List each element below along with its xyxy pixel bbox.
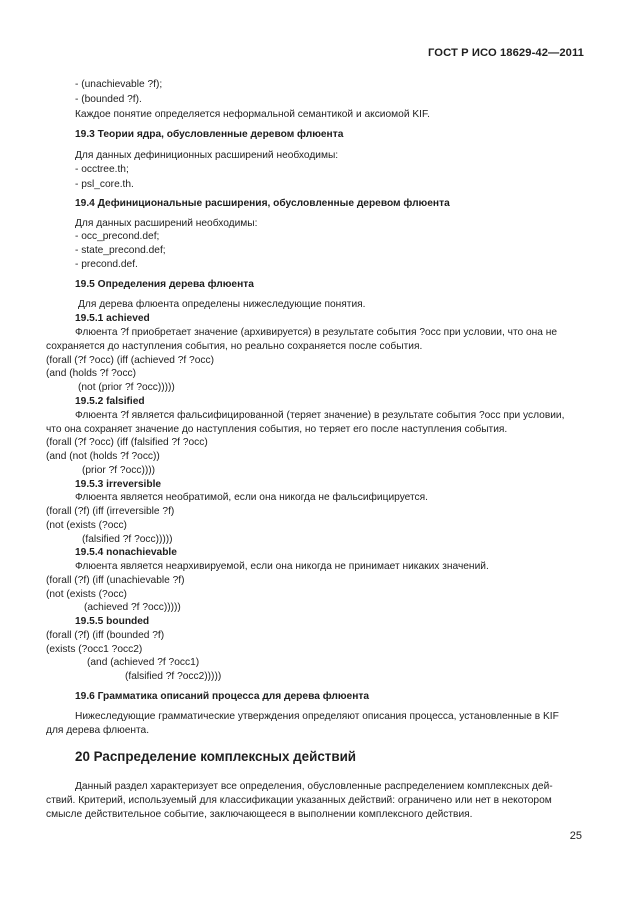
code-line: (achieved ?f ?occ))))) (84, 602, 181, 613)
list-item: - (unachievable ?f); (75, 79, 163, 90)
code-line: (falsified ?f ?occ))))) (82, 534, 173, 545)
code-line: (forall (?f ?occ) (iff (falsified ?f ?occ) (46, 437, 208, 448)
paragraph: Для данных расширений необходимы: (75, 218, 258, 229)
paragraph: смысле действительное событие, заключающееся в выполнении комплексного действия. (46, 809, 473, 820)
code-line: (and (achieved ?f ?occ1) (87, 657, 200, 668)
paragraph: что она сохраняет значение до наступления события, но теряет его после наступления события. (46, 424, 508, 435)
subsection-heading-19-5-3: 19.5.3 irreversible (75, 479, 162, 490)
code-line: (and (not (holds ?f ?occ)) (46, 451, 160, 462)
list-item: - psl_core.th. (75, 179, 134, 190)
paragraph: Каждое понятие определяется неформальной семантикой и аксиомой KIF. (75, 109, 430, 120)
subsection-heading-19-5-4: 19.5.4 nonachievable (75, 547, 177, 558)
paragraph: для дерева флюента. (46, 725, 150, 736)
list-item: - precond.def. (75, 259, 138, 270)
paragraph: Флюента является необратимой, если она никогда не фальсифицируется. (75, 492, 429, 503)
paragraph: Для дерева флюента определены нижеследующие понятия. (78, 299, 366, 310)
list-item: - occ_precond.def; (75, 231, 160, 242)
code-line: (forall (?f ?occ) (iff (achieved ?f ?occ) (46, 355, 214, 366)
paragraph: Флюента ?f является фальсифицированной (теряет значение) в результате события ?occ при условии, (75, 410, 565, 421)
code-line: (falsified ?f ?occ2))))) (125, 671, 222, 682)
code-line: (forall (?f) (iff (unachievable ?f) (46, 575, 185, 586)
subsection-heading-19-5-5: 19.5.5 bounded (75, 616, 150, 627)
section-heading-19-6: 19.6 Грамматика описаний процесса для дерева флюента (75, 691, 369, 702)
code-line: (not (exists (?occ) (46, 589, 127, 600)
list-item: - state_precond.def; (75, 245, 166, 256)
code-line: (exists (?occ1 ?occ2) (46, 644, 143, 655)
list-item: - occtree.th; (75, 164, 129, 175)
paragraph: Данный раздел характеризует все определения, обусловленные распределением комплексных дей- (75, 781, 553, 792)
code-line: (not (exists (?occ) (46, 520, 127, 531)
document-header: ГОСТ Р ИСО 18629-42—2011 (428, 47, 584, 59)
paragraph: сохраняется до наступления события, но реально сохраняется после события. (46, 341, 423, 352)
section-heading-20: 20 Распределение комплексных действий (75, 749, 357, 764)
section-heading-19-3: 19.3 Теории ядра, обусловленные деревом флюента (75, 129, 344, 140)
section-heading-19-5: 19.5 Определения дерева флюента (75, 279, 254, 290)
subsection-heading-19-5-2: 19.5.2 falsified (75, 396, 145, 407)
list-item: - (bounded ?f). (75, 94, 142, 105)
paragraph: Флюента ?f приобретает значение (архивируется) в результате события ?occ при условии, что она не (75, 327, 558, 338)
code-line: (prior ?f ?occ)))) (82, 465, 156, 476)
code-line: (not (prior ?f ?occ))))) (78, 382, 175, 393)
code-line: (forall (?f) (iff (bounded ?f) (46, 630, 165, 641)
paragraph: Для данных дефиниционных расширений необходимы: (75, 150, 339, 161)
paragraph: Нижеследующие грамматические утверждения определяют описания процесса, установленные в KIF (75, 711, 559, 722)
subsection-heading-19-5-1: 19.5.1 achieved (75, 313, 150, 324)
paragraph: ствий. Критерий, используемый для классификации указанных действий: ограничено или нет в некотором (46, 795, 552, 806)
paragraph: Флюента является неархивируемой, если она никогда не принимает никаких значений. (75, 561, 489, 572)
code-line: (forall (?f) (iff (irreversible ?f) (46, 506, 175, 517)
section-heading-19-4: 19.4 Дефинициональные расширения, обусловленные деревом флюента (75, 198, 450, 209)
page-number: 25 (569, 830, 582, 842)
code-line: (and (holds ?f ?occ) (46, 368, 137, 379)
